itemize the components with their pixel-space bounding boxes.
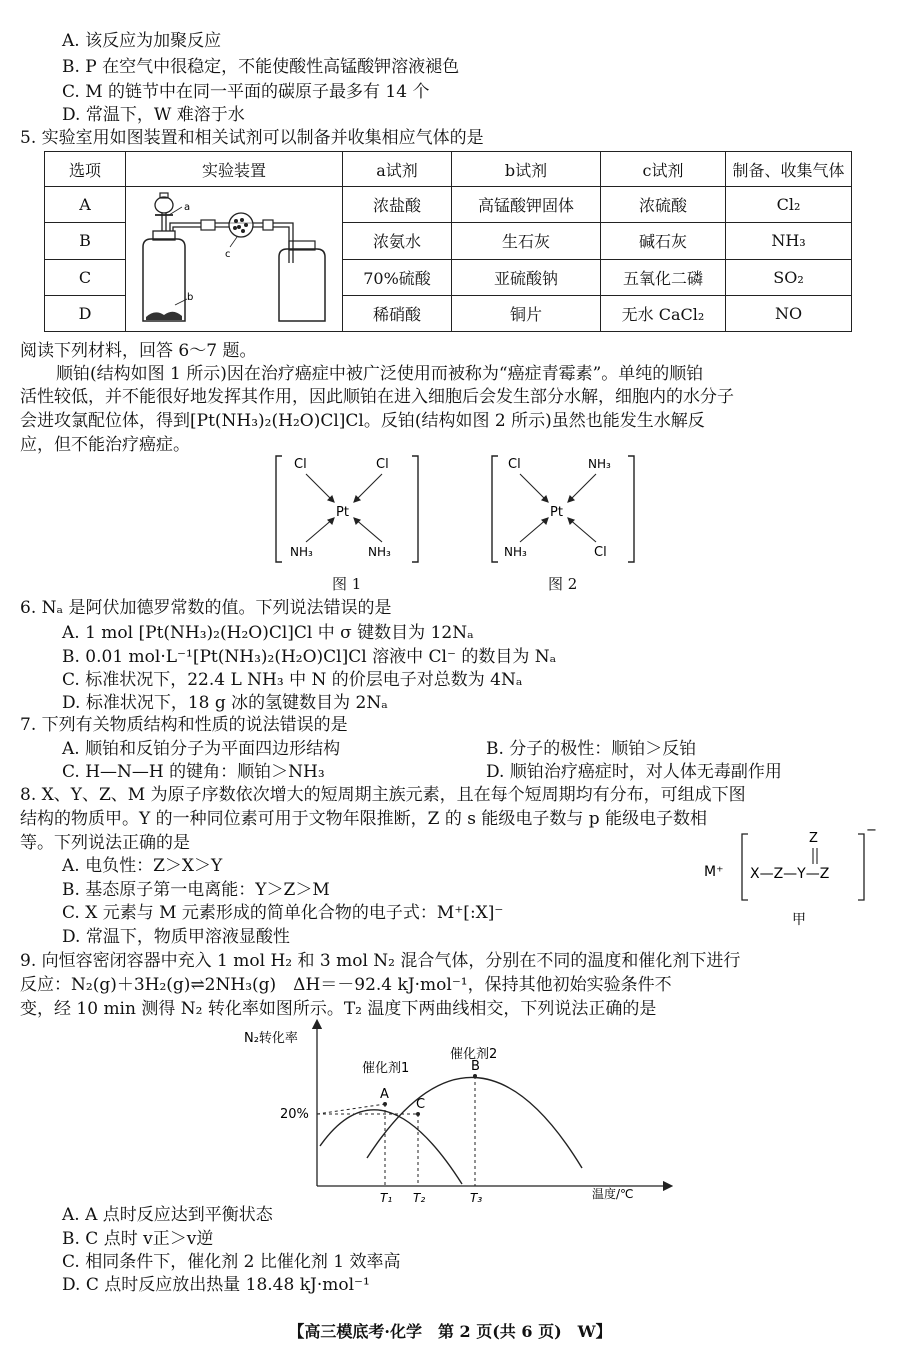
q8-option-c: C. X 元素与 M 元素形成的简单化合物的电子式：M⁺[:X]⁻ <box>62 903 504 923</box>
q5-header-option: 选项 <box>45 152 126 187</box>
q7-option-c: C. H—N—H 的键角：顺铂＞NH₃ <box>62 762 325 782</box>
q9-x-tick-t1: T₁ <box>380 1191 393 1204</box>
q5-cell-gas: NH₃ <box>726 223 852 259</box>
apparatus-label-c: c <box>225 249 231 260</box>
q9-point-b-label: B <box>471 1059 480 1074</box>
q9-x-tick-t3: T₃ <box>470 1191 483 1204</box>
q5-cell-c: 碱石灰 <box>601 223 726 259</box>
figure-2-caption: 图 2 <box>548 575 578 593</box>
fig2-top-right-ligand: NH₃ <box>588 457 611 471</box>
q5-cell-a: 浓氨水 <box>343 223 452 259</box>
passage-line-2: 活性较低，并不能很好地发挥其作用，因此顺铂在进入细胞后会发生部分水解，细胞内的水分子 <box>20 387 734 407</box>
q9-y-axis-label: N₂转化率 <box>244 1031 298 1046</box>
q8-option-a: A. 电负性：Z＞X＞Y <box>62 856 223 876</box>
q5-cell-option: C <box>45 259 126 295</box>
q5-header-c: c试剂 <box>601 152 726 187</box>
q5-cell-a: 稀硝酸 <box>343 295 452 331</box>
q4-option-b: B. P 在空气中很稳定，不能使酸性高锰酸钾溶液褪色 <box>62 57 460 77</box>
fig1-bottom-left-ligand: NH₃ <box>290 545 313 559</box>
page-footer: 【高三模底考·化学 第 2 页(共 6 页) W】 <box>288 1322 612 1341</box>
q5-header-a: a试剂 <box>343 152 452 187</box>
q5-header-apparatus: 实验装置 <box>126 152 343 187</box>
q5-apparatus-cell <box>126 187 343 332</box>
q5-cell-c: 浓硫酸 <box>601 187 726 223</box>
q9-option-d: D. C 点时反应放出热量 18.48 kJ·mol⁻¹ <box>62 1275 370 1295</box>
q9-stem-line-2: 反应：N₂(g)＋3H₂(g)⇌2NH₃(g) ΔH＝－92.4 kJ·mol⁻¹，保持其他初始实验条件不 <box>20 975 672 995</box>
q8-option-b: B. 基态原子第一电离能：Y＞Z＞M <box>62 880 330 900</box>
q7-stem: 7. 下列有关物质结构和性质的说法错误的是 <box>20 715 348 735</box>
q9-point-a-dot <box>383 1102 387 1106</box>
apparatus-label-b: b <box>187 292 194 303</box>
apparatus-label-a: a <box>184 202 191 213</box>
q5-cell-gas: SO₂ <box>726 259 852 295</box>
q5-cell-option: A <box>45 187 126 223</box>
q8-stem-line-3: 等。下列说法正确的是 <box>20 833 190 853</box>
q5-cell-gas: NO <box>726 295 852 331</box>
q7-option-b: B. 分子的极性：顺铂＞反铂 <box>486 739 697 759</box>
q8-structure-jia <box>700 820 880 930</box>
q4-option-a: A. 该反应为加聚反应 <box>62 31 222 51</box>
q8-charge: − <box>866 823 877 838</box>
q9-catalyst-1-label: 催化剂1 <box>362 1061 410 1076</box>
q9-x-axis-label: 温度/℃ <box>592 1187 634 1201</box>
q9-x-tick-t2: T₂ <box>413 1191 426 1204</box>
q9-catalyst-2-label: 催化剂2 <box>450 1047 498 1062</box>
q5-cell-option: D <box>45 295 126 331</box>
q9-point-c-label: C <box>416 1097 426 1112</box>
q8-stem-line-2: 结构的物质甲。Y 的一种同位素可用于文物年限推断，Z 的 s 能级电子数与 p 能级电子数相 <box>20 809 708 829</box>
q5-cell-option: B <box>45 223 126 259</box>
q6-option-c: C. 标准状况下，22.4 L NH₃ 中 N 的价层电子对总数为 4Nₐ <box>62 670 523 690</box>
q9-stem-line-3: 变，经 10 min 测得 N₂ 转化率如图所示。T₂ 温度下两曲线相交，下列说法正确的是 <box>20 999 657 1019</box>
q5-cell-b: 铜片 <box>452 295 601 331</box>
q9-option-a: A. A 点时反应达到平衡状态 <box>62 1205 273 1225</box>
q8-structure-caption: 甲 <box>792 912 806 928</box>
q5-cell-b: 高锰酸钾固体 <box>452 187 601 223</box>
fig1-bottom-right-ligand: NH₃ <box>368 545 391 559</box>
q4-option-c: C. M 的链节中在同一平面的碳原子最多有 14 个 <box>62 82 430 102</box>
passage-intro: 阅读下列材料，回答 6～7 题。 <box>20 341 257 361</box>
q9-option-c: C. 相同条件下，催化剂 2 比催化剂 1 效率高 <box>62 1252 401 1272</box>
fig2-bottom-left-ligand: NH₃ <box>504 545 527 559</box>
figure-1-cisplatin <box>272 452 422 568</box>
q9-y-tick-20: 20% <box>280 1107 309 1122</box>
q9-point-b-dot <box>473 1074 477 1078</box>
q4-option-d: D. 常温下，W 难溶于水 <box>62 105 245 125</box>
q8-cation: M⁺ <box>704 864 724 880</box>
figure-1-caption: 图 1 <box>332 575 362 593</box>
q7-option-a: A. 顺铂和反铂分子为平面四边形结构 <box>62 739 341 759</box>
q8-top-atom: Z <box>809 831 818 846</box>
q5-header-b: b试剂 <box>452 152 601 187</box>
q5-header-gas: 制备、收集气体 <box>726 152 852 187</box>
q9-point-c-dot <box>416 1112 420 1116</box>
q8-stem-line-1: 8. X、Y、Z、M 为原子序数依次增大的短周期主族元素，且在每个短周期均有分布，可组成下图 <box>20 785 746 805</box>
q5-cell-a: 70%硫酸 <box>343 259 452 295</box>
apparatus-diagram <box>129 187 339 327</box>
q5-cell-c: 五氧化二磷 <box>601 259 726 295</box>
q6-option-b: B. 0.01 mol·L⁻¹[Pt(NH₃)₂(H₂O)Cl]Cl 溶液中 Cl⁻ 的数目为 Nₐ <box>62 647 557 667</box>
q6-option-a: A. 1 mol [Pt(NH₃)₂(H₂O)Cl]Cl 中 σ 键数目为 12Nₐ <box>62 623 474 643</box>
q9-conversion-graph <box>222 1018 682 1204</box>
q5-cell-a: 浓盐酸 <box>343 187 452 223</box>
table-row <box>45 187 852 223</box>
q5-table <box>44 151 852 332</box>
passage-line-1: 顺铂(结构如图 1 所示)因在治疗癌症中被广泛使用而被称为“癌症青霉素”。单纯的顺铂 <box>56 364 704 384</box>
q5-cell-gas: Cl₂ <box>726 187 852 223</box>
passage-line-4: 应，但不能治疗癌症。 <box>20 435 190 455</box>
fig1-top-right-ligand: Cl <box>376 457 389 472</box>
q9-stem-line-1: 9. 向恒容密闭容器中充入 1 mol H₂ 和 3 mol N₂ 混合气体，分别在不同的温度和催化剂下进行 <box>20 951 741 971</box>
q9-point-a-label: A <box>380 1087 389 1102</box>
q6-option-d: D. 标准状况下，18 g 冰的氢键数目为 2Nₐ <box>62 693 388 713</box>
figure-2-transplatin <box>488 452 638 568</box>
q6-stem: 6. Nₐ 是阿伏加德罗常数的值。下列说法错误的是 <box>20 598 392 618</box>
q8-option-d: D. 常温下，物质甲溶液显酸性 <box>62 927 290 947</box>
q8-chain: X—Z—Y—Z <box>750 866 830 882</box>
q9-curve-catalyst-1 <box>320 1110 462 1184</box>
fig2-bottom-right-ligand: Cl <box>594 545 607 560</box>
q5-cell-b: 亚硫酸钠 <box>452 259 601 295</box>
q7-option-d: D. 顺铂治疗癌症时，对人体无毒副作用 <box>486 762 782 782</box>
fig1-top-left-ligand: Cl <box>294 457 307 472</box>
fig1-center-pt: Pt <box>336 505 349 520</box>
q5-cell-b: 生石灰 <box>452 223 601 259</box>
fig2-top-left-ligand: Cl <box>508 457 521 472</box>
q9-option-b: B. C 点时 v正＞v逆 <box>62 1229 214 1249</box>
q5-stem: 5. 实验室用如图装置和相关试剂可以制备并收集相应气体的是 <box>20 128 484 148</box>
passage-line-3: 会进攻氯配位体，得到[Pt(NH₃)₂(H₂O)Cl]Cl。反铂(结构如图 2 所示)虽然也能发生水解反 <box>20 411 705 431</box>
fig2-center-pt: Pt <box>550 505 563 520</box>
q5-table-header-row <box>45 152 852 187</box>
q5-cell-c: 无水 CaCl₂ <box>601 295 726 331</box>
